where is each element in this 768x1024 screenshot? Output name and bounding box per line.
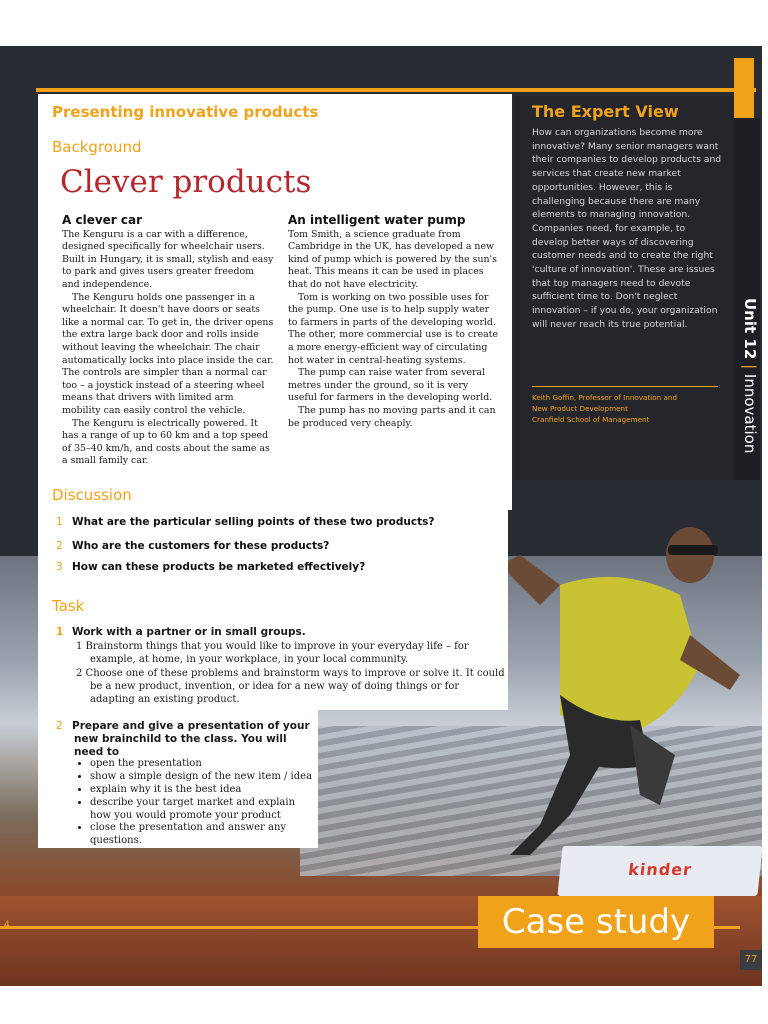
article-paragraph: The Kenguru is a car with a difference, designed specifically for wheelchair users. Built in Hungary, it is small, stylish and easy to park and gives users greater freedom and independence.: [62, 228, 274, 290]
task-bullet: • close the presentation and answer any questions.: [90, 822, 316, 848]
question-text: Who are the customers for these products?: [72, 540, 330, 552]
question-text: How can these products be marketed effectively?: [72, 561, 366, 573]
expert-view-body: How can organizations become more innovative? Many senior managers want their companies to develop products and services that create new market opportunities. However, this is challenging because there are many elements to managing innovation. Companies need, for example, to develop better ways of discovering customer needs and to create the right 'culture of innovation'. These are issues that top managers need to devote sufficient time to. Don't neglect innovation – if you do, your organization will never reach its true potential.: [532, 127, 722, 330]
task-number: 1: [56, 626, 64, 638]
task-bullet: • explain why it is the best idea: [90, 784, 316, 797]
article-water-pump: [288, 214, 500, 430]
task-bullet: • show a simple design of the new item / idea: [90, 771, 316, 784]
task-heading-text: Work with a partner or in small groups.: [72, 626, 306, 638]
question-text: What are the particular selling points of these two products?: [72, 516, 435, 528]
athlete-silhouette: [500, 525, 740, 855]
section-title: Presenting innovative products: [52, 103, 319, 121]
discussion-label: Discussion: [52, 486, 132, 504]
question-number: 1: [56, 516, 63, 528]
task-bullet: • open the presentation: [90, 758, 316, 771]
expert-divider: [532, 386, 718, 387]
article-paragraph: The Kenguru is electrically powered. It has a range of up to 60 km and a top speed of 35–40 km/h, and costs about the same as a small family car.: [62, 417, 270, 467]
question-number: 2: [56, 540, 63, 552]
unit-label: [741, 298, 759, 453]
task-bullet-list: [56, 758, 316, 848]
question-number: 3: [56, 561, 63, 573]
article-paragraph: Tom is working on two possible uses for the pump. One use is to help supply water to farmers in parts of the developing world. The other, more commercial use is to create a more energy-efficient way of circulating hot water in central-heating systems.: [288, 291, 499, 366]
article-heading: A clever car: [62, 213, 143, 227]
credit-line: New Product Development: [532, 404, 628, 413]
task-label: Task: [52, 597, 85, 615]
banner-text: kinder: [627, 860, 694, 879]
discussion-question: [56, 540, 329, 552]
task-number: 2: [56, 720, 63, 732]
top-accent-strip: [36, 88, 756, 92]
expert-credit: [532, 392, 722, 425]
task-bullet: • describe your target market and explain how you would promote your product: [90, 797, 316, 823]
task-heading: [56, 720, 316, 758]
expert-view-title: The Expert View: [532, 102, 679, 121]
corner-accent: [734, 58, 754, 118]
unit-number: Unit 12: [741, 298, 759, 360]
article-paragraph: The Kenguru holds one passenger in a wheelchair. It doesn't have doors or seats like a normal car. To get in, the driver opens the extra large back door and rolls inside without leaving the wheelchair. The chair automatically locks into place inside the car. The controls are simpler than a normal car too – a joystick instead of a steering wheel means that drivers with limited arm mobility can easily control the vehicle.: [62, 291, 274, 416]
expert-view-panel: [514, 96, 734, 480]
discussion-question: [56, 516, 434, 528]
article-paragraph: The pump can raise water from several metres under the ground, so it is very useful for farmers in the developing world.: [288, 367, 493, 404]
task-item-2: [56, 720, 316, 848]
left-page-number: 4: [4, 920, 10, 930]
task-heading: [56, 626, 506, 639]
unit-topic: Innovation: [741, 373, 759, 454]
article-paragraph: The pump has no moving parts and it can be produced very cheaply.: [288, 404, 496, 429]
unit-separator: |: [741, 364, 759, 370]
task-subitem: 1 Brainstorm things that you would like to improve in your everyday life – for example, at home, in your workplace, in your local community.: [76, 641, 469, 665]
article-clever-car: [62, 214, 274, 468]
page-number: 77: [740, 950, 762, 970]
unit-tab: [734, 118, 760, 480]
article-paragraph: Tom Smith, a science graduate from Cambridge in the UK, has developed a new kind of pump which is powered by the sun's heat. This means it can be used in places that do not have electricity.: [288, 228, 497, 290]
article-heading: An intelligent water pump: [288, 213, 466, 227]
task-heading-text: Prepare and give a presentation of your new brainchild to the class. You will need to: [72, 720, 310, 758]
page-title: Clever products: [60, 164, 312, 200]
credit-line: Cranfield School of Management: [532, 415, 650, 424]
task-item-1: [56, 626, 506, 706]
credit-line: Keith Goffin, Professor of Innovation and: [532, 393, 678, 402]
case-study-label: Case study: [478, 896, 714, 948]
task-subitem: 2 Choose one of these problems and brainstorm ways to improve or solve it. It could be a new product, invention, or idea for a new way of doing things or for adapting an existing product.: [76, 668, 505, 705]
background-label: Background: [52, 138, 142, 156]
discussion-question: [56, 561, 365, 573]
